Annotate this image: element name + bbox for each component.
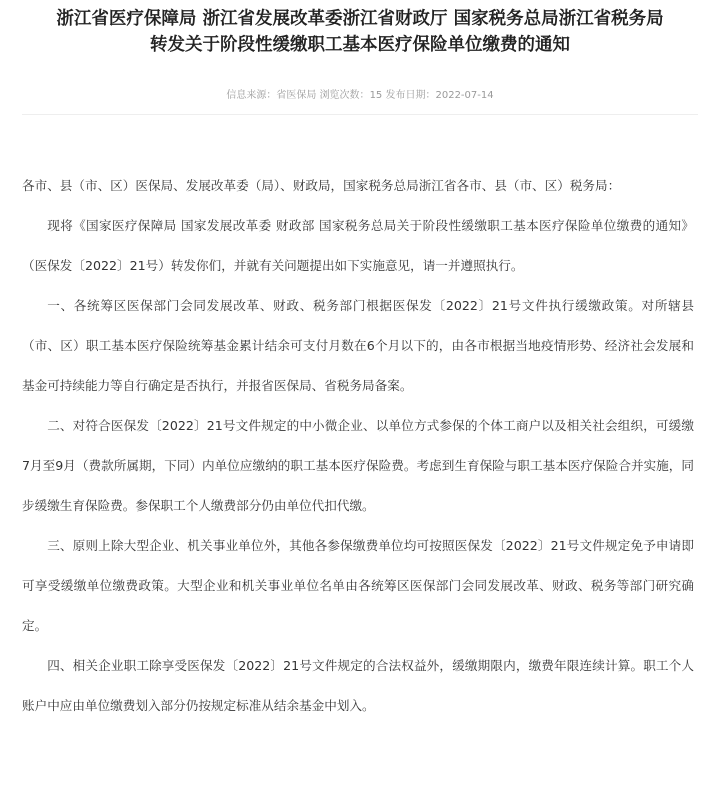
meta-views-label: 浏览次数： bbox=[319, 90, 370, 101]
salutation: 各市、县（市、区）医保局、发展改革委（局）、财政局，国家税务总局浙江省各市、县（市、区）税务局： bbox=[22, 178, 621, 193]
article-body bbox=[22, 166, 694, 726]
meta-date-label: 发布日期： bbox=[385, 90, 436, 101]
article-title-line-2: 转发关于阶段性缓缴职工基本医疗保险单位缴费的通知 bbox=[150, 35, 570, 55]
article-title-line-1: 浙江省医疗保障局 浙江省发展改革委浙江省财政厅 国家税务总局浙江省税务局 bbox=[56, 9, 664, 29]
article-meta bbox=[0, 86, 720, 101]
meta-date: 2022-07-14 bbox=[435, 90, 494, 101]
meta-divider bbox=[22, 114, 698, 115]
paragraph-item-3: 三、原则上除大型企业、机关事业单位外，其他各参保缴费单位均可按照医保发〔2022〕21号文件规定免予申请即可享受缓缴单位缴费政策。大型企业和机关事业单位名单由各统筹区医保部门会同发展改革、财政、税务等部门研究确定。 bbox=[22, 538, 694, 633]
paragraph-item-4: 四、相关企业职工除享受医保发〔2022〕21号文件规定的合法权益外，缓缴期限内，缴费年限连续计算。职工个人账户中应由单位缴费划入部分仍按规定标准从结余基金中划入。 bbox=[22, 658, 694, 713]
paragraph-item-1: 一、各统筹区医保部门会同发展改革、财政、税务部门根据医保发〔2022〕21号文件执行缓缴政策。对所辖县（市、区）职工基本医疗保险统筹基金累计结余可支付月数在6个月以下的，由各市根据当地疫情形势、经济社会发展和基金可持续能力等自行确定是否执行，并报省医保局、省税务局备案。 bbox=[22, 298, 694, 393]
meta-source: 省医保局 bbox=[276, 90, 317, 101]
meta-source-label: 信息来源： bbox=[226, 90, 277, 101]
meta-views: 15 bbox=[369, 90, 383, 101]
paragraph-item-2: 二、对符合医保发〔2022〕21号文件规定的中小微企业、以单位方式参保的个体工商户以及相关社会组织，可缓缴7月至9月（费款所属期，下同）内单位应缴纳的职工基本医疗保险费。考虑到生育保险与职工基本医疗保险合并实施，同步缓缴生育保险费。参保职工个人缴费部分仍由单位代扣代缴。 bbox=[22, 418, 694, 513]
paragraph-intro: 现将《国家医疗保障局 国家发展改革委 财政部 国家税务总局关于阶段性缓缴职工基本医疗保险单位缴费的通知》（医保发〔2022〕21号）转发你们，并就有关问题提出如下实施意见，请一并遵照执行。 bbox=[22, 218, 694, 273]
article-title bbox=[0, 6, 720, 58]
